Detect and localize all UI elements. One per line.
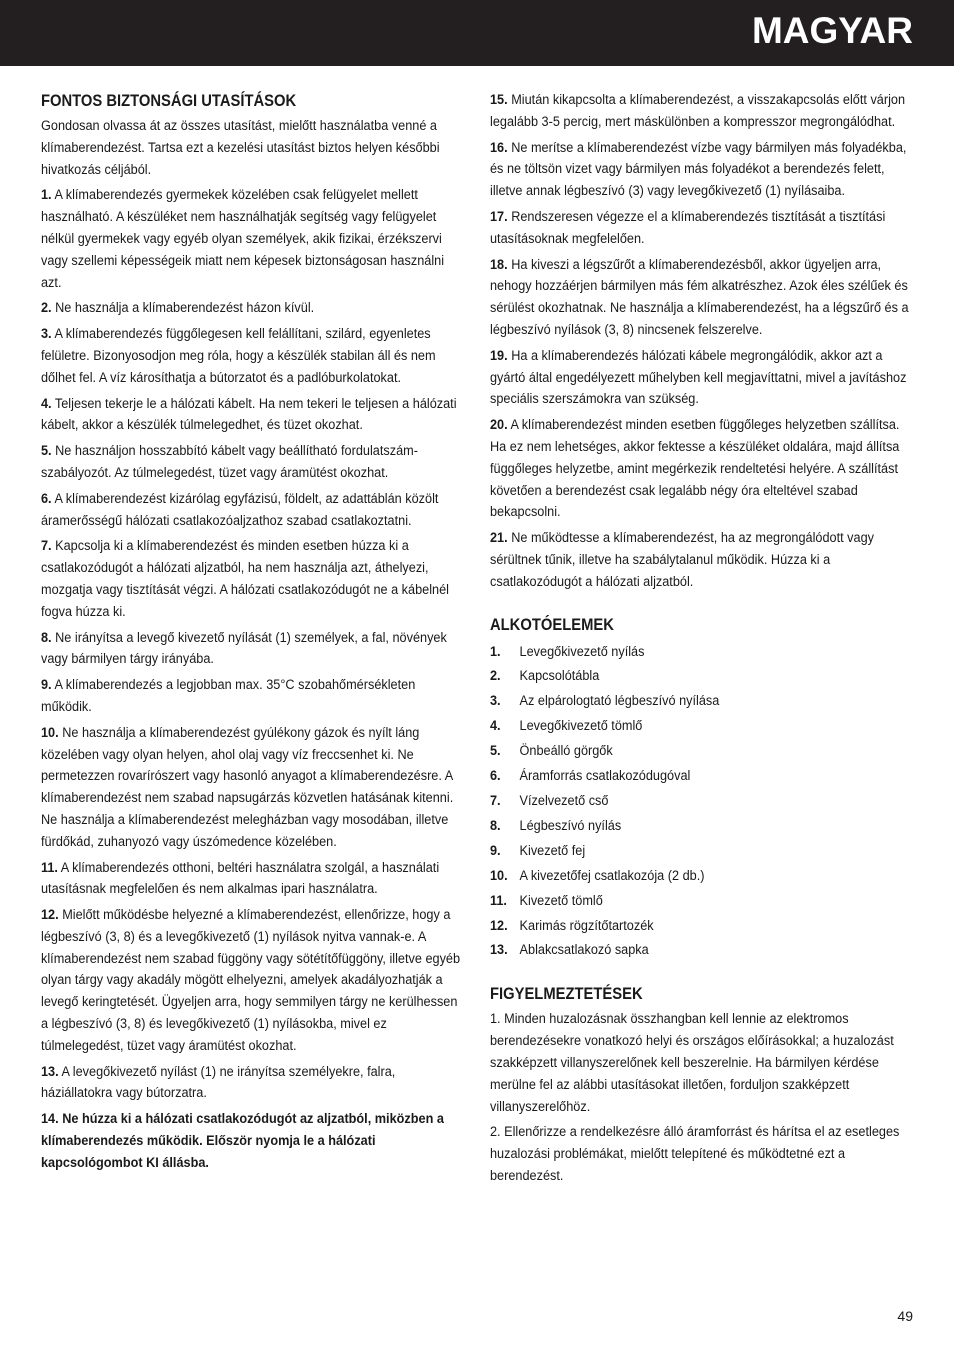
list-item [490,789,911,814]
item-number: 3. [41,326,52,343]
part-number: 5. [490,743,501,760]
item-text: Ne működtesse a klímaberendezést, ha az megrongálódott vagy sérültnek tűnik, illetve ha szabálytalanul működik. Húzza ki a csatlakozódugót a hálózati aljzatból. [490,530,875,590]
list-item [490,914,911,939]
list-item [490,889,911,914]
warnings-section [490,983,911,1187]
part-label: Az elpárologtató légbeszívó nyílása [519,693,720,710]
item-text: Ne használja a klímaberendezést házon kívül. [55,300,315,317]
part-number: 7. [490,792,501,809]
list-item [490,764,911,789]
part-label: Ablakcsatlakozó sapka [519,942,649,959]
safety-item [490,255,911,342]
list-item [490,814,911,839]
list-item [490,839,911,864]
part-number: 8. [490,817,501,834]
safety-item [41,394,462,438]
part-label: Levegőkivezető nyílás [519,643,645,660]
page-number: 49 [897,1308,913,1324]
item-number: 1. [41,187,52,204]
item-text: A klímaberendezést kizárólag egyfázisú, földelt, az adattáblán közölt áramerősségű hálózati csatlakozóaljzathoz szabad csatlakoztatni. [41,490,439,529]
safety-item [41,298,462,320]
item-number: 12. [41,907,59,924]
item-text: Ne irányítsa a levegő kivezető nyílását (1) személyek, a fal, növények vagy bármilyen tárgy irányába. [41,629,447,668]
list-item [490,689,911,714]
part-label: Önbeálló görgők [519,743,613,760]
parts-list [490,640,911,964]
item-text: Ne húzza ki a hálózati csatlakozódugót az aljzatból, miközben a klímaberendezés működik. Először nyomja le a hálózati kapcsológombot KI állásba. [41,1111,444,1171]
safety-intro: Gondosan olvassa át az összes utasítást, mielőtt használatba venné a klímaberendezést. Tartsa ezt a kezelési utasítást biztos helyen későbbi hivatkozás céljából. [41,118,440,178]
warning-paragraph: 1. Minden huzalozásnak összhangban kell lennie az elektromos berendezésekre vonatkozó helyi és országos előírásokkal; a huzalozást szakképzett villanyszerelőnek kell beszerelnie. Ha bármilyen kérdése merülne fel az alábbi utasításokat illetően, forduljon szakképzett villanyszerelőhöz. [490,1011,894,1115]
list-item [490,714,911,739]
item-number: 21. [490,530,508,547]
part-number: 12. [490,917,508,934]
item-text: A klímaberendezés függőlegesen kell felállítani, szilárd, egyenletes felületre. Bizonyosodjon meg róla, hogy a készülék stabilan áll és nem dőlhet fel. A víz károsíthatja a bútorzatot és a padlóburkolatokat. [41,326,436,386]
item-number: 11. [41,859,58,876]
part-number: 3. [490,693,501,710]
part-label: Kivezető fej [519,842,586,859]
safety-item [490,138,911,203]
part-number: 13. [490,942,508,959]
safety-item [41,324,462,389]
warnings-heading: FIGYELMEZTETÉSEK [490,985,643,1004]
part-label: Áramforrás csatlakozódugóval [519,768,691,785]
item-text: Ha kiveszi a légszűrőt a klímaberendezésből, akkor ügyeljen arra, nehogy hozzáérjen bármilyen más fém alkatrészhez. Azok éles szélűek és sérülést okozhatnak. Ne használja a klímaberendezést, ha a légszűrő és a légbeszívó nyílások (3, 8) nincsenek felszerelve. [490,256,909,338]
parts-heading: ALKOTÓELEMEK [490,615,614,634]
item-text: A klímaberendezés a legjobban max. 35°C szobahőmérsékleten működik. [41,677,416,715]
item-text: Kapcsolja ki a klímaberendezést és minden esetben húzza ki a csatlakozódugót a hálózati aljzatból, ha nem használja azt, áthelyezi, mozgatja vagy tisztítását végzi. A hálózati csatlakozódugót ne a kábelnél fogva húzza ki. [41,538,449,620]
item-text: A levegőkivezető nyílást (1) ne irányítsa személyekre, falra, háziállatokra vagy bútorzatra. [41,1063,396,1102]
list-item [490,640,911,665]
item-number: 4. [41,395,52,412]
part-label: Vízelvezető cső [519,792,609,809]
safety-item [41,536,462,623]
safety-item-emphasis [41,1109,462,1174]
safety-item [490,415,911,524]
item-text: Miután kikapcsolta a klímaberendezést, a visszakapcsolás előtt várjon legalább 3-5 percig, mert máskülönben a kompresszor megrongálódhat. [490,92,906,130]
item-number: 20. [490,417,508,434]
item-text: Teljesen tekerje le a hálózati kábelt. Ha nem tekeri le teljesen a hálózati kábelt, akkor a készülék túlmelegedhet, és tüzet okozhat. [41,395,457,434]
item-number: 7. [41,538,52,555]
safety-item [41,675,462,719]
item-number: 2. [41,300,52,317]
item-text: Mielőtt működésbe helyezné a klímaberendezést, ellenőrizze, hogy a légbeszívó (3, 8) és a levegőkivezető (1) nyílások nyitva vannak-e. A klímaberendezést nem szabad függöny vagy sötétítőfüggöny, illetve egyéb olyan tárgy vagy akadály mögött elhelyezni, amelyek akadályozhatják a levegő keringtetését. Ügyeljen arra, hogy semmilyen tárgy ne kerülhessen a légbeszívó (3, 8) és levegőkivezető (1) nyílásokba, mivel ez túlmelegedést, tüzet vagy áramütést okozhat. [41,907,461,1054]
part-label: Kivezető tömlő [519,892,603,909]
part-number: 2. [490,668,501,685]
left-column [41,90,462,1179]
part-label: Légbeszívó nyílás [519,817,622,834]
item-text: Ne használja a klímaberendezést gyúlékony gázok és nyílt láng közelében vagy olyan helyen, ahol olaj vagy víz freccsenhet ki. Ne permetezzen rovarírószert vagy hasonló anyagot a klímaberendezésre. A klímaberendezést nem szabad napsugárzás közvetlen hatásának kitenni. Ne használja a klímaberendezést melegházban vagy mosodában, illetve fürdőkád, zuhanyozó vagy úszómedence közelében. [41,724,454,850]
header-bar [0,0,954,66]
warning-paragraph: 2. Ellenőrizze a rendelkezésre álló áramforrást és hárítsa el az esetleges huzalozási problémákat, mielőtt telepítené és működtetné ezt a berendezést. [490,1124,900,1184]
item-text: Ne merítse a klímaberendezést vízbe vagy bármilyen más folyadékba, és ne töltsön vizet vagy bármilyen más folyadékot a berendezés felett, illetve annak légbeszívó (3) vagy levegőkivezető (1) nyílásaiba. [490,139,907,200]
item-text: Rendszeresen végezze el a klímaberendezés tisztítását a tisztítási utasításoknak megfelelően. [490,208,886,247]
part-number: 10. [490,867,508,884]
safety-item [41,1062,462,1106]
right-column [490,90,911,1192]
list-item [490,739,911,764]
part-number: 11. [490,892,507,909]
item-number: 8. [41,629,52,646]
safety-item [41,723,462,854]
item-number: 10. [41,724,59,741]
item-text: A klímaberendezés otthoni, beltéri használatra szolgál, a használati utasításnak megfelelően és nem alkalmas ipari használatra. [41,859,440,898]
item-number: 6. [41,490,52,507]
item-text: Ha a klímaberendezés hálózati kábele megrongálódik, akkor azt a gyártó által engedélyezett műhelyben kell megjavíttatni, mivel a javításhoz speciális szerszámokra van szükség. [490,347,907,408]
safety-item [41,628,462,672]
safety-item [490,346,911,411]
item-number: 18. [490,256,508,273]
part-label: Karimás rögzítőtartozék [519,917,654,934]
item-number: 14. [41,1111,59,1128]
item-number: 9. [41,677,52,694]
part-number: 9. [490,842,501,859]
item-number: 19. [490,347,508,364]
item-number: 13. [41,1063,59,1080]
safety-item [41,489,462,533]
list-item [490,664,911,689]
part-label: Kapcsolótábla [519,668,600,685]
safety-item [41,185,462,294]
parts-section [490,614,911,964]
item-text: A klímaberendezést minden esetben függőleges helyzetben szállítsa. Ha ez nem lehetséges, akkor fektesse a készüléket oldalára, majd állítsa függőleges helyzetbe, amint megérkezik rendeltetési helyére. A szállítást követően a berendezést csak legalább négy óra elteltével szabad bekapcsolni. [490,417,900,521]
part-number: 6. [490,768,501,785]
item-number: 17. [490,208,508,225]
item-text: A klímaberendezés gyermekek közelében csak felügyelet mellett használható. A készüléket nem használhatják segítség vagy felügyelet nélkül gyermekek vagy egyéb olyan személyek, akik fizikai, érzékszervi vagy szellemi képességeik miatt nem képesek biztonságosan használni azt. [41,187,445,291]
safety-item [41,441,462,485]
safety-item [41,858,462,902]
safety-item [41,905,462,1058]
safety-item [490,90,911,134]
safety-item [490,528,911,593]
list-item [490,938,911,963]
part-label: A kivezetőfej csatlakozója (2 db.) [519,867,705,884]
part-label: Levegőkivezető tömlő [519,718,643,735]
item-number: 5. [41,443,52,460]
item-text: Ne használjon hosszabbító kábelt vagy beállítható fordulatszám-szabályozót. Az túlmelegedést, tüzet vagy áramütést okozhat. [41,443,418,481]
safety-item [490,207,911,251]
language-title: MAGYAR [751,10,913,51]
part-number: 4. [490,718,501,735]
safety-heading: FONTOS BIZTONSÁGI UTASÍTÁSOK [41,92,297,110]
item-number: 16. [490,139,508,156]
list-item [490,864,911,889]
part-number: 1. [490,643,501,660]
item-number: 15. [490,92,508,108]
